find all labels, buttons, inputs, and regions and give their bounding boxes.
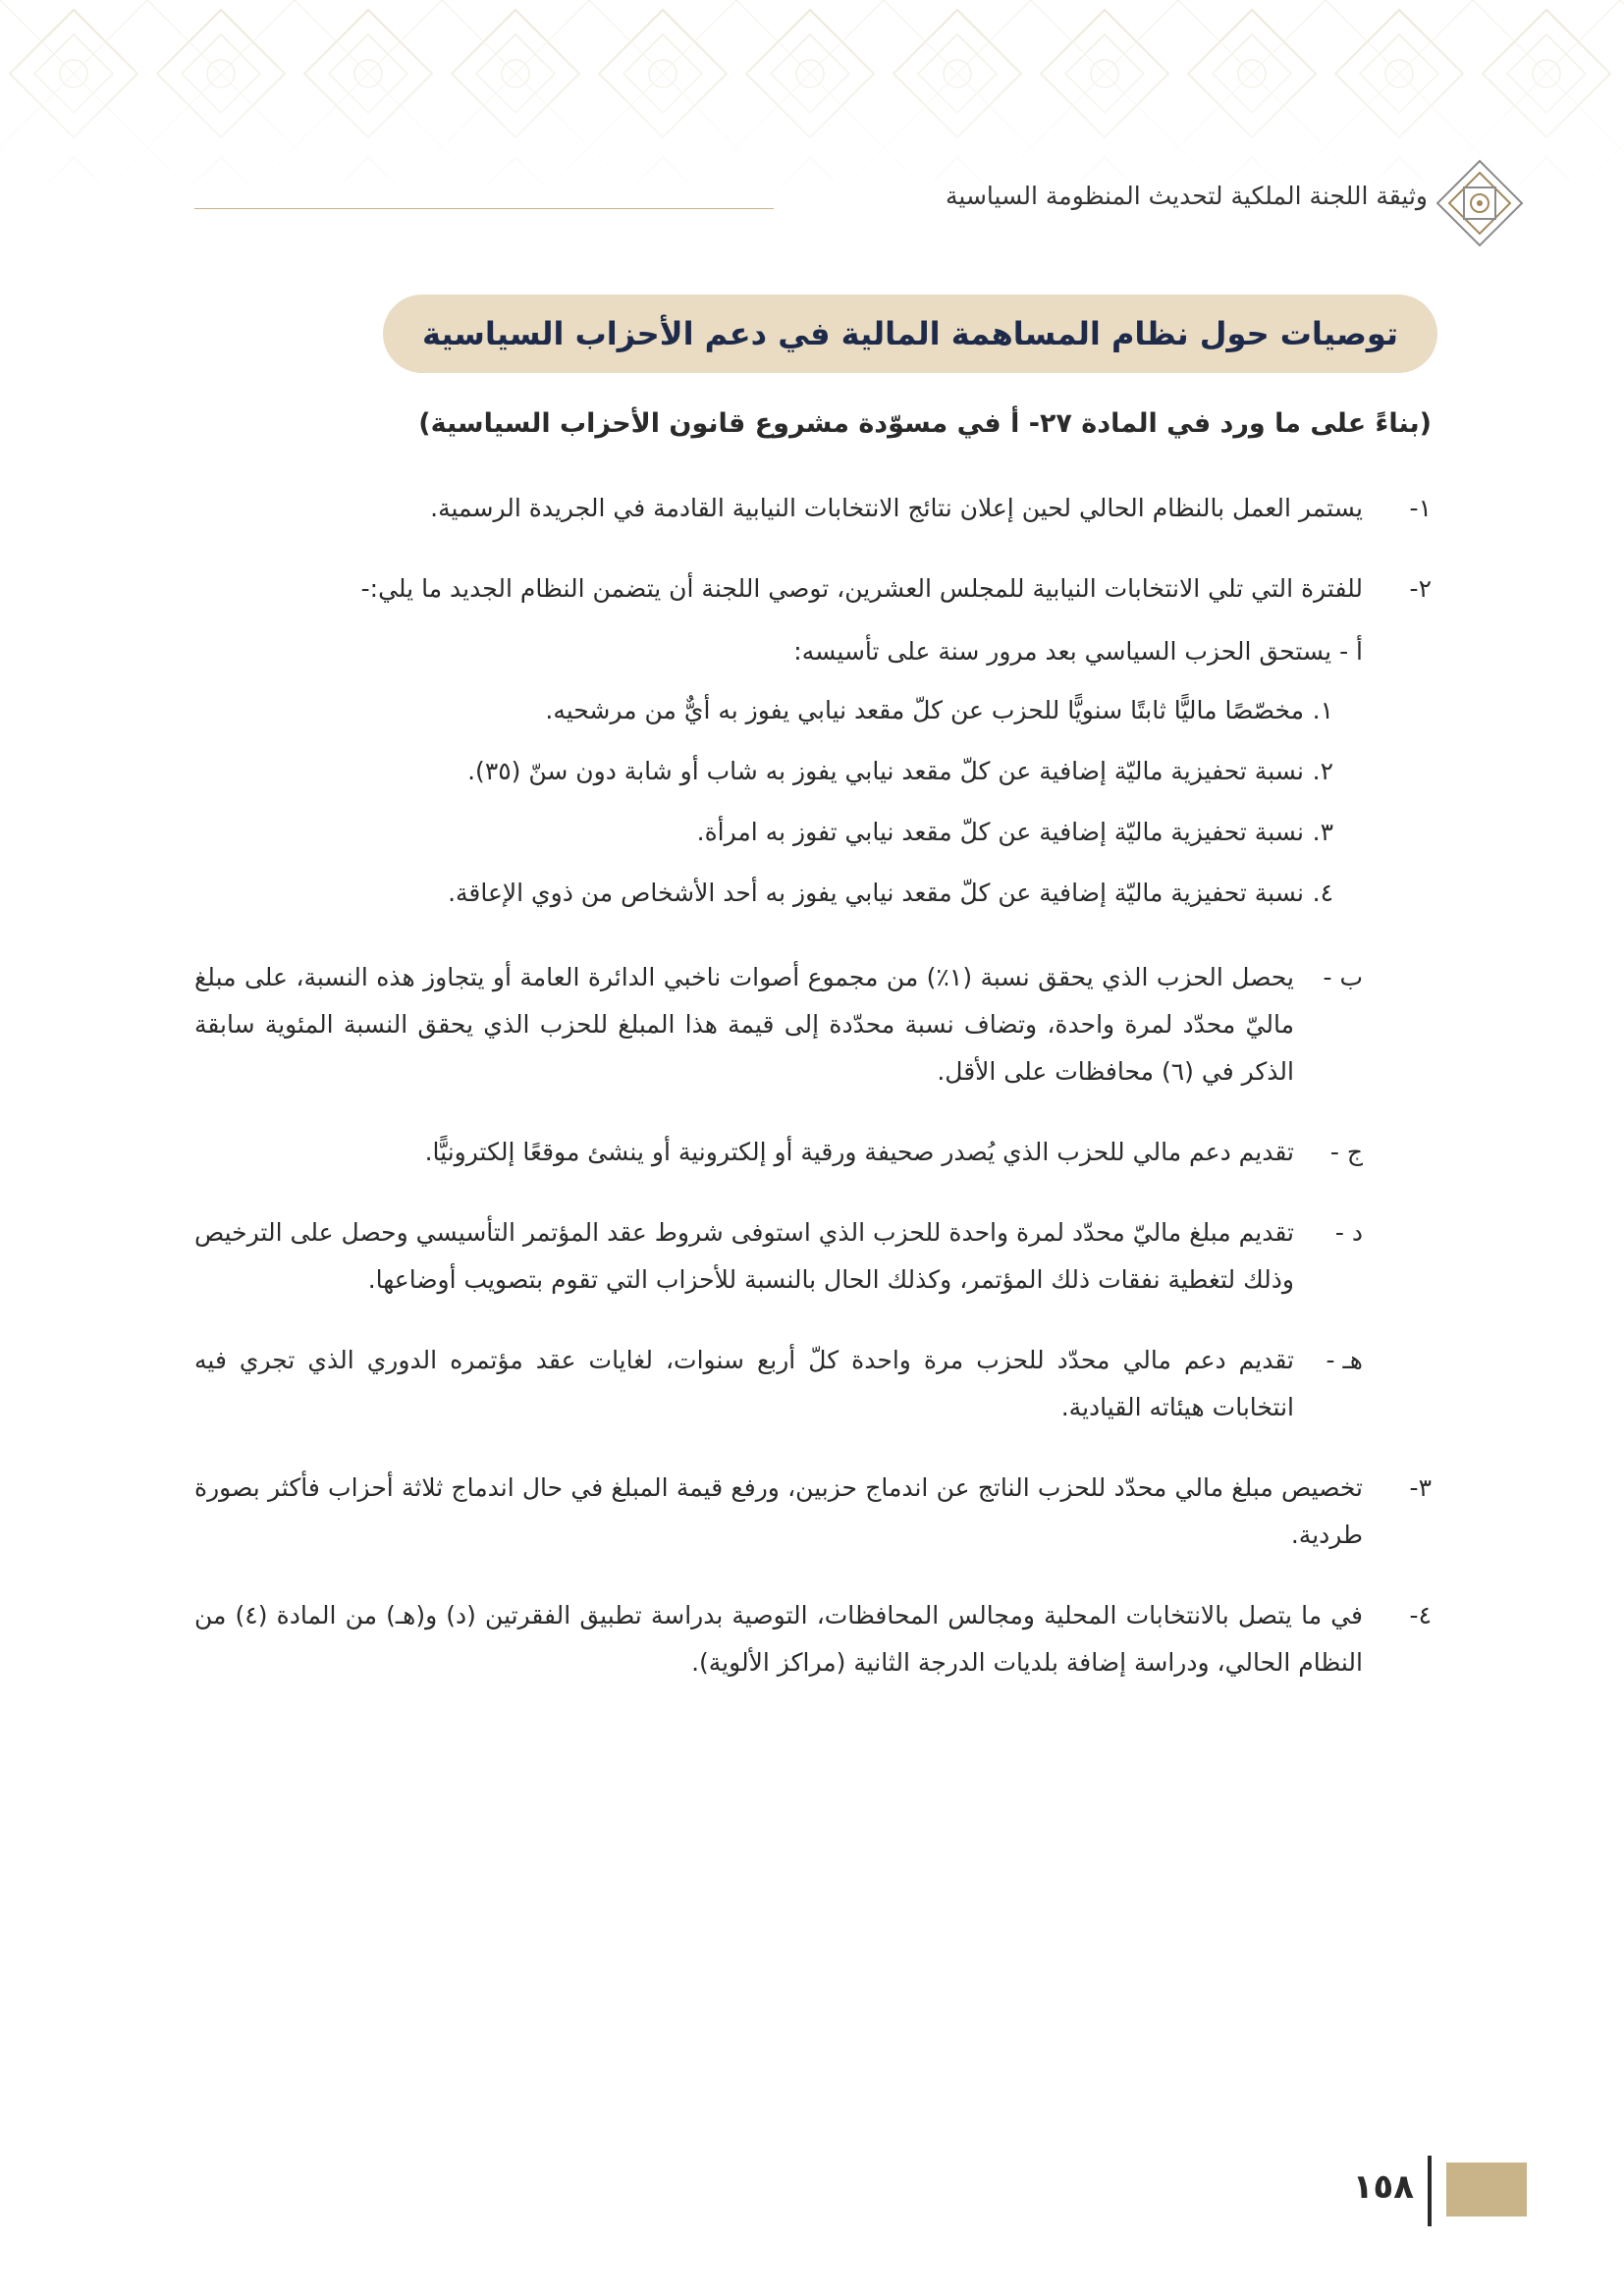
clause-letter: ج - [1329,1138,1363,1166]
lettered-clause [194,954,1363,1095]
clause-text: تقديم دعم مالي محدّد للحزب مرة واحدة كلّ أربع سنوات، لغايات عقد مؤتمره الدوري الذي تجري فيه انتخابات هيئاته القيادية. [194,1346,1294,1421]
item-text: في ما يتصل بالانتخابات المحلية ومجالس المحافظات، التوصية بدراسة تطبيق الفقرتين (د) و(هـ) من المادة (٤) من النظام الحالي، ودراسة إضافة بلديات الدرجة الثانية (مراكز الألوية). [194,1601,1364,1677]
numbered-item [194,1465,1432,1559]
list-item [194,809,1333,856]
sub-clause-a [194,628,1363,917]
item-text: تخصيص مبلغ مالي محدّد للحزب الناتج عن اندماج حزبين، ورفع قيمة المبلغ في حال اندماج ثلاثة أحزاب فأكثر بصورة طردية. [194,1473,1363,1549]
item-text: يستمر العمل بالنظام الحالي لحين إعلان نتائج الانتخابات النيابية القادمة في الجريدة الرسمية. [430,494,1363,522]
item-number: ٢- [1409,574,1432,603]
lettered-clause [194,1209,1363,1304]
list-item [194,687,1333,734]
footer-accent-bar [1446,2163,1527,2216]
list-number: ١. [1312,696,1333,724]
item-number: ١- [1409,494,1432,522]
document-body [194,400,1432,1720]
clause-letter: هـ - [1326,1346,1363,1374]
footer-separator [1428,2156,1432,2226]
lettered-clause [194,1337,1363,1431]
numbered-item [194,565,1432,613]
numbered-item [194,1592,1432,1686]
list-item [194,748,1333,795]
item-number: ٤- [1409,1601,1432,1629]
item-number: ٣- [1409,1473,1432,1502]
sub-clause-a-title: أ - يستحق الحزب السياسي بعد مرور سنة على تأسيسه: [793,637,1363,666]
list-text: مخصّصًا ماليًّا ثابتًا سنويًّا للحزب عن كلّ مقعد نيابي يفوز به أيٌّ من مرشحيه. [545,696,1304,724]
section-subtitle: (بناءً على ما ورد في المادة ٢٧- أ في مسوّدة مشروع قانون الأحزاب السياسية) [418,408,1432,439]
document-header-title: وثيقة اللجنة الملكية لتحديث المنظومة السياسية [946,182,1428,210]
item-text: للفترة التي تلي الانتخابات النيابية للمجلس العشرين، توصي اللجنة أن يتضمن النظام الجديد ما يلي:- [360,574,1363,603]
page-number: ١٥٨ [1352,2167,1414,2207]
list-text: نسبة تحفيزية ماليّة إضافية عن كلّ مقعد نيابي تفوز به امرأة. [696,818,1304,846]
list-number: ٢. [1312,757,1333,785]
header-divider [194,208,774,209]
decorative-pattern [0,0,1624,196]
list-item [194,870,1333,917]
lettered-clause [194,1129,1363,1176]
numbered-item [194,485,1432,532]
clause-text: تقديم مبلغ ماليّ محدّد لمرة واحدة للحزب الذي استوفى شروط عقد المؤتمر التأسيسي وحصل على الترخيص وذلك لتغطية نفقات ذلك المؤتمر، وكذلك الحال بالنسبة للأحزاب التي تقوم بتصويب أوضاعها. [194,1218,1294,1294]
section-title: توصيات حول نظام المساهمة المالية في دعم الأحزاب السياسية [383,294,1437,373]
list-text: نسبة تحفيزية ماليّة إضافية عن كلّ مقعد نيابي يفوز به أحد الأشخاص من ذوي الإعاقة. [448,879,1304,907]
list-number: ٤. [1312,879,1333,907]
clause-letter: ب - [1323,963,1363,991]
committee-logo-icon [1434,157,1526,249]
clause-text: يحصل الحزب الذي يحقق نسبة (١٪) من مجموع أصوات ناخبي الدائرة العامة أو يتجاوز هذه النسبة، على مبلغ ماليّ محدّد لمرة واحدة، وتضاف نسبة محدّدة إلى قيمة هذا المبلغ للحزب الذي يحقق النسبة المئوية سابقة الذكر في (٦) محافظات على الأقل. [194,963,1295,1086]
clause-letter: د - [1334,1218,1363,1247]
list-text: نسبة تحفيزية ماليّة إضافية عن كلّ مقعد نيابي يفوز به شاب أو شابة دون سنّ (٣٥). [467,757,1304,785]
list-number: ٣. [1312,818,1333,846]
clause-text: تقديم دعم مالي للحزب الذي يُصدر صحيفة ورقية أو إلكترونية أو ينشئ موقعًا إلكترونيًّا. [424,1138,1294,1166]
